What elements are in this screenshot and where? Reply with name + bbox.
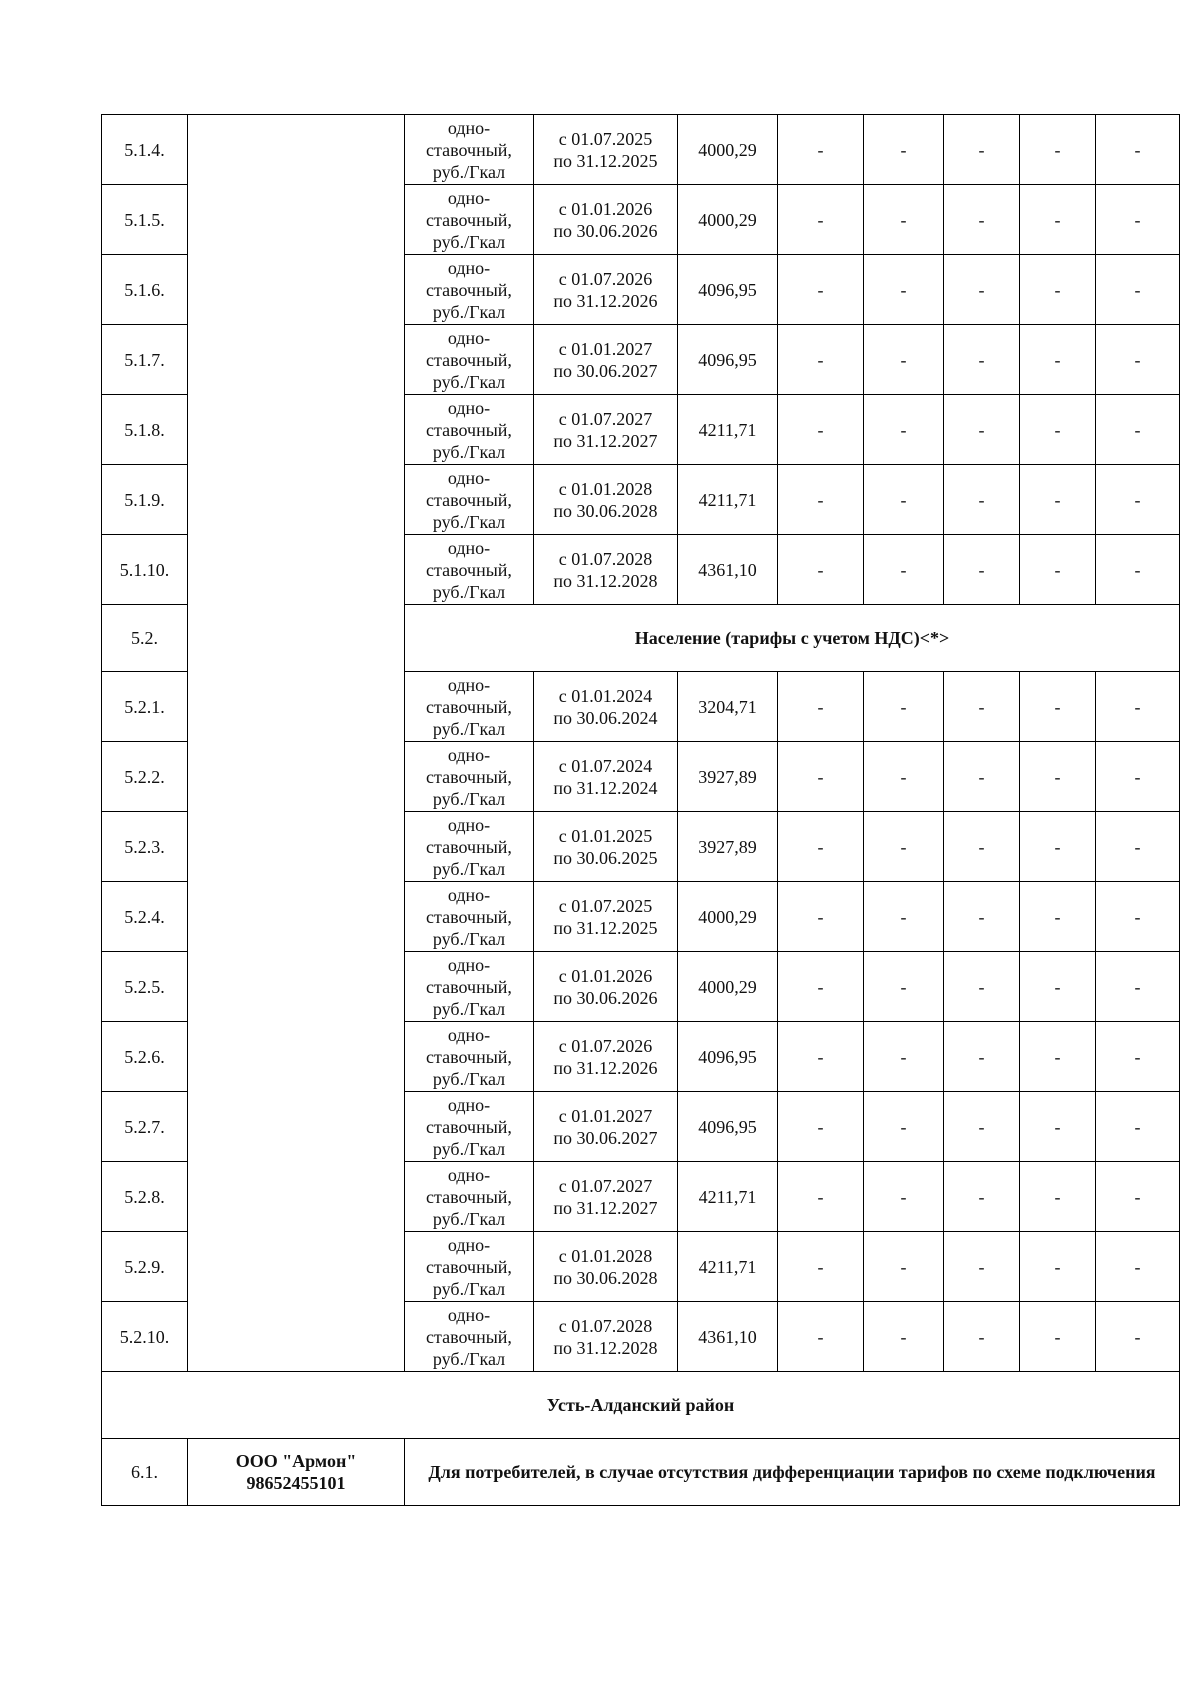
empty-value-dash: - <box>864 742 944 812</box>
tariff-type-line: одно- <box>447 954 491 975</box>
empty-value-dash: - <box>1096 952 1180 1022</box>
tariff-type-line: одно- <box>447 327 491 348</box>
organization-row <box>102 1439 1180 1506</box>
period-to: по 30.06.2025 <box>553 847 658 868</box>
tariff-type-cell <box>405 185 534 255</box>
period-from: с 01.07.2024 <box>558 755 653 776</box>
empty-value-dash: - <box>1020 1092 1096 1162</box>
period-to: по 31.12.2028 <box>553 570 658 591</box>
empty-value-dash: - <box>944 952 1020 1022</box>
empty-value-dash: - <box>944 115 1020 185</box>
period-to: по 31.12.2024 <box>553 777 658 798</box>
empty-value-dash: - <box>864 812 944 882</box>
tariff-type-line: одно- <box>447 744 491 765</box>
tariff-type-line: руб./Гкал <box>432 581 506 602</box>
empty-value-dash: - <box>1096 115 1180 185</box>
tariff-type-line: руб./Гкал <box>432 441 506 462</box>
organization-id: 98652455101 <box>246 1473 346 1493</box>
period-to: по 31.12.2026 <box>553 1057 658 1078</box>
empty-value-dash: - <box>864 395 944 465</box>
empty-value-dash: - <box>1096 465 1180 535</box>
row-number: 5.2.6. <box>102 1022 188 1092</box>
organization-name: ООО "Армон" <box>235 1451 357 1471</box>
empty-value-dash: - <box>778 465 864 535</box>
empty-value-dash: - <box>1020 742 1096 812</box>
empty-value-dash: - <box>864 255 944 325</box>
row-number: 5.2.10. <box>102 1302 188 1372</box>
tariff-type-line: руб./Гкал <box>432 1278 506 1299</box>
tariff-type-line: руб./Гкал <box>432 788 506 809</box>
empty-value-dash: - <box>1096 1092 1180 1162</box>
region-row <box>102 1372 1180 1439</box>
period-from: с 01.01.2025 <box>558 825 653 846</box>
period-to: по 30.06.2026 <box>553 220 658 241</box>
row-number: 5.1.10. <box>102 535 188 605</box>
row-number: 5.2.4. <box>102 882 188 952</box>
empty-value-dash: - <box>1020 1232 1096 1302</box>
empty-value-dash: - <box>944 185 1020 255</box>
tariff-type-line: одно- <box>447 397 491 418</box>
period-cell <box>534 952 678 1022</box>
period-to: по 30.06.2026 <box>553 987 658 1008</box>
tariff-type-line: ставочный, <box>426 976 512 997</box>
period-cell <box>534 1162 678 1232</box>
tariff-type-line: одно- <box>447 814 491 835</box>
tariff-type-line: руб./Гкал <box>432 231 506 252</box>
tariff-value: 4211,71 <box>678 395 778 465</box>
tariff-value: 4000,29 <box>678 952 778 1022</box>
period-cell <box>534 535 678 605</box>
tariff-type-cell <box>405 325 534 395</box>
tariff-type-line: одно- <box>447 537 491 558</box>
tariff-type-line: одно- <box>447 1094 491 1115</box>
tariff-type-line: одно- <box>447 1234 491 1255</box>
period-cell <box>534 115 678 185</box>
empty-value-dash: - <box>778 255 864 325</box>
empty-value-dash: - <box>864 952 944 1022</box>
tariff-value: 4096,95 <box>678 325 778 395</box>
row-number: 5.2.1. <box>102 672 188 742</box>
empty-value-dash: - <box>778 1022 864 1092</box>
tariff-type-line: руб./Гкал <box>432 1348 506 1369</box>
tariff-type-line: одно- <box>447 117 491 138</box>
empty-value-dash: - <box>1096 672 1180 742</box>
tariff-type-line: ставочный, <box>426 139 512 160</box>
row-number: 5.1.7. <box>102 325 188 395</box>
empty-value-dash: - <box>1020 395 1096 465</box>
row-number: 5.1.5. <box>102 185 188 255</box>
period-from: с 01.07.2026 <box>558 268 653 289</box>
tariff-type-line: ставочный, <box>426 906 512 927</box>
empty-value-dash: - <box>944 395 1020 465</box>
period-from: с 01.07.2028 <box>558 548 653 569</box>
period-from: с 01.07.2026 <box>558 1035 653 1056</box>
tariff-type-line: одно- <box>447 884 491 905</box>
tariff-type-cell <box>405 742 534 812</box>
tariff-type-line: ставочный, <box>426 1186 512 1207</box>
empty-value-dash: - <box>864 535 944 605</box>
empty-value-dash: - <box>944 882 1020 952</box>
period-to: по 30.06.2024 <box>553 707 658 728</box>
tariff-type-line: ставочный, <box>426 419 512 440</box>
empty-value-dash: - <box>944 812 1020 882</box>
empty-value-dash: - <box>1020 185 1096 255</box>
consumer-category-note: Для потребителей, в случае отсутствия дифференциации тарифов по схеме подключения <box>405 1439 1180 1506</box>
tariff-type-cell <box>405 1232 534 1302</box>
period-cell <box>534 1092 678 1162</box>
empty-value-dash: - <box>1096 1162 1180 1232</box>
tariff-value: 4211,71 <box>678 1162 778 1232</box>
tariff-type-cell <box>405 1302 534 1372</box>
period-to: по 31.12.2027 <box>553 1197 658 1218</box>
tariff-type-line: руб./Гкал <box>432 511 506 532</box>
period-from: с 01.07.2028 <box>558 1315 653 1336</box>
period-cell <box>534 395 678 465</box>
tariff-type-cell <box>405 812 534 882</box>
empty-value-dash: - <box>778 1302 864 1372</box>
tariff-type-line: одно- <box>447 1164 491 1185</box>
empty-value-dash: - <box>944 465 1020 535</box>
empty-value-dash: - <box>1020 115 1096 185</box>
empty-value-dash: - <box>1096 255 1180 325</box>
tariff-type-line: руб./Гкал <box>432 998 506 1019</box>
empty-value-dash: - <box>1096 185 1180 255</box>
tariff-type-cell <box>405 1022 534 1092</box>
tariff-type-line: ставочный, <box>426 279 512 300</box>
tariff-type-line: ставочный, <box>426 1046 512 1067</box>
tariff-value: 4000,29 <box>678 882 778 952</box>
period-cell <box>534 255 678 325</box>
tariff-value: 4096,95 <box>678 255 778 325</box>
empty-value-dash: - <box>864 465 944 535</box>
tariff-type-cell <box>405 115 534 185</box>
tariff-value: 3204,71 <box>678 672 778 742</box>
tariff-type-line: одно- <box>447 467 491 488</box>
tariff-type-line: ставочный, <box>426 209 512 230</box>
period-cell <box>534 1022 678 1092</box>
period-cell <box>534 465 678 535</box>
empty-value-dash: - <box>1020 325 1096 395</box>
empty-value-dash: - <box>1096 395 1180 465</box>
period-from: с 01.01.2026 <box>558 965 653 986</box>
tariff-type-cell <box>405 465 534 535</box>
row-number: 5.1.4. <box>102 115 188 185</box>
empty-value-dash: - <box>864 185 944 255</box>
period-from: с 01.07.2025 <box>558 128 653 149</box>
row-number: 5.2.5. <box>102 952 188 1022</box>
empty-value-dash: - <box>1020 1022 1096 1092</box>
tariff-type-line: руб./Гкал <box>432 1138 506 1159</box>
period-cell <box>534 812 678 882</box>
tariff-type-line: одно- <box>447 1304 491 1325</box>
empty-value-dash: - <box>864 882 944 952</box>
organization-name-cell <box>188 1439 405 1506</box>
empty-value-dash: - <box>778 882 864 952</box>
tariff-type-cell <box>405 1092 534 1162</box>
empty-value-dash: - <box>944 1232 1020 1302</box>
period-to: по 31.12.2028 <box>553 1337 658 1358</box>
period-cell <box>534 1302 678 1372</box>
empty-value-dash: - <box>944 742 1020 812</box>
period-to: по 31.12.2025 <box>553 917 658 938</box>
tariff-type-line: ставочный, <box>426 766 512 787</box>
period-to: по 31.12.2026 <box>553 290 658 311</box>
tariff-table <box>101 114 1180 1506</box>
empty-value-dash: - <box>864 672 944 742</box>
empty-value-dash: - <box>864 1022 944 1092</box>
period-from: с 01.07.2025 <box>558 895 653 916</box>
tariff-value: 4211,71 <box>678 465 778 535</box>
tariff-type-line: руб./Гкал <box>432 1208 506 1229</box>
empty-value-dash: - <box>1096 882 1180 952</box>
tariff-type-line: руб./Гкал <box>432 858 506 879</box>
tariff-type-cell <box>405 672 534 742</box>
tariff-type-cell <box>405 535 534 605</box>
empty-value-dash: - <box>944 255 1020 325</box>
tariff-type-cell <box>405 255 534 325</box>
period-cell <box>534 325 678 395</box>
empty-value-dash: - <box>1096 742 1180 812</box>
empty-value-dash: - <box>1020 1162 1096 1232</box>
empty-value-dash: - <box>944 535 1020 605</box>
empty-value-dash: - <box>778 952 864 1022</box>
tariff-type-line: ставочный, <box>426 836 512 857</box>
empty-value-dash: - <box>864 115 944 185</box>
tariff-type-line: одно- <box>447 674 491 695</box>
empty-value-dash: - <box>1096 1302 1180 1372</box>
tariff-type-cell <box>405 1162 534 1232</box>
period-from: с 01.01.2026 <box>558 198 653 219</box>
empty-value-dash: - <box>1096 1022 1180 1092</box>
empty-value-dash: - <box>778 395 864 465</box>
tariff-type-line: одно- <box>447 1024 491 1045</box>
tariff-type-line: руб./Гкал <box>432 1068 506 1089</box>
period-cell <box>534 672 678 742</box>
tariff-type-line: руб./Гкал <box>432 371 506 392</box>
region-title: Усть-Алданский район <box>102 1372 1180 1439</box>
empty-value-dash: - <box>1020 882 1096 952</box>
tariff-value: 4096,95 <box>678 1022 778 1092</box>
empty-value-dash: - <box>778 812 864 882</box>
period-to: по 30.06.2027 <box>553 1127 658 1148</box>
empty-value-dash: - <box>1096 535 1180 605</box>
period-cell <box>534 742 678 812</box>
empty-value-dash: - <box>778 672 864 742</box>
period-from: с 01.07.2027 <box>558 408 653 429</box>
tariff-value: 4361,10 <box>678 535 778 605</box>
empty-value-dash: - <box>864 1232 944 1302</box>
tariff-type-line: ставочный, <box>426 489 512 510</box>
empty-value-dash: - <box>944 1162 1020 1232</box>
empty-value-dash: - <box>864 1302 944 1372</box>
period-cell <box>534 1232 678 1302</box>
tariff-table-body <box>102 115 1180 1506</box>
empty-value-dash: - <box>1020 1302 1096 1372</box>
period-from: с 01.01.2027 <box>558 1105 653 1126</box>
empty-value-dash: - <box>778 1162 864 1232</box>
empty-value-dash: - <box>778 325 864 395</box>
tariff-type-line: ставочный, <box>426 696 512 717</box>
row-number: 5.2.2. <box>102 742 188 812</box>
empty-value-dash: - <box>778 185 864 255</box>
empty-value-dash: - <box>864 1162 944 1232</box>
empty-value-dash: - <box>778 115 864 185</box>
tariff-type-line: ставочный, <box>426 349 512 370</box>
tariff-type-cell <box>405 882 534 952</box>
tariff-type-line: руб./Гкал <box>432 301 506 322</box>
tariff-value: 3927,89 <box>678 812 778 882</box>
section-number: 5.2. <box>102 605 188 672</box>
empty-value-dash: - <box>1096 325 1180 395</box>
tariff-value: 4361,10 <box>678 1302 778 1372</box>
tariff-type-cell <box>405 952 534 1022</box>
empty-value-dash: - <box>1020 535 1096 605</box>
period-from: с 01.01.2028 <box>558 1245 653 1266</box>
tariff-type-line: одно- <box>447 187 491 208</box>
tariff-type-line: одно- <box>447 257 491 278</box>
organization-cell-empty <box>188 115 405 1372</box>
empty-value-dash: - <box>1096 812 1180 882</box>
tariff-type-line: руб./Гкал <box>432 718 506 739</box>
row-number: 6.1. <box>102 1439 188 1506</box>
period-to: по 30.06.2028 <box>553 500 658 521</box>
tariff-type-line: ставочный, <box>426 1116 512 1137</box>
empty-value-dash: - <box>1020 672 1096 742</box>
empty-value-dash: - <box>1020 812 1096 882</box>
tariff-value: 4000,29 <box>678 115 778 185</box>
tariff-type-cell <box>405 395 534 465</box>
empty-value-dash: - <box>1020 465 1096 535</box>
period-cell <box>534 882 678 952</box>
period-to: по 30.06.2028 <box>553 1267 658 1288</box>
period-from: с 01.01.2024 <box>558 685 653 706</box>
row-number: 5.1.6. <box>102 255 188 325</box>
tariff-type-line: ставочный, <box>426 1256 512 1277</box>
empty-value-dash: - <box>944 325 1020 395</box>
empty-value-dash: - <box>778 742 864 812</box>
empty-value-dash: - <box>944 1022 1020 1092</box>
empty-value-dash: - <box>944 672 1020 742</box>
empty-value-dash: - <box>1096 1232 1180 1302</box>
period-cell <box>534 185 678 255</box>
empty-value-dash: - <box>778 535 864 605</box>
tariff-type-line: ставочный, <box>426 559 512 580</box>
empty-value-dash: - <box>944 1092 1020 1162</box>
row-number: 5.1.9. <box>102 465 188 535</box>
empty-value-dash: - <box>1020 255 1096 325</box>
tariff-type-line: руб./Гкал <box>432 928 506 949</box>
period-from: с 01.01.2027 <box>558 338 653 359</box>
empty-value-dash: - <box>864 1092 944 1162</box>
tariff-value: 4211,71 <box>678 1232 778 1302</box>
tariff-value: 3927,89 <box>678 742 778 812</box>
period-from: с 01.07.2027 <box>558 1175 653 1196</box>
tariff-type-line: ставочный, <box>426 1326 512 1347</box>
period-to: по 30.06.2027 <box>553 360 658 381</box>
period-to: по 31.12.2025 <box>553 150 658 171</box>
row-number: 5.2.8. <box>102 1162 188 1232</box>
period-to: по 31.12.2027 <box>553 430 658 451</box>
empty-value-dash: - <box>944 1302 1020 1372</box>
table-row <box>102 115 1180 185</box>
empty-value-dash: - <box>778 1092 864 1162</box>
empty-value-dash: - <box>778 1232 864 1302</box>
row-number: 5.1.8. <box>102 395 188 465</box>
section-title: Население (тарифы с учетом НДС)<*> <box>405 605 1180 672</box>
tariff-type-line: руб./Гкал <box>432 161 506 182</box>
empty-value-dash: - <box>864 325 944 395</box>
row-number: 5.2.3. <box>102 812 188 882</box>
row-number: 5.2.9. <box>102 1232 188 1302</box>
tariff-value: 4000,29 <box>678 185 778 255</box>
empty-value-dash: - <box>1020 952 1096 1022</box>
tariff-value: 4096,95 <box>678 1092 778 1162</box>
row-number: 5.2.7. <box>102 1092 188 1162</box>
period-from: с 01.01.2028 <box>558 478 653 499</box>
